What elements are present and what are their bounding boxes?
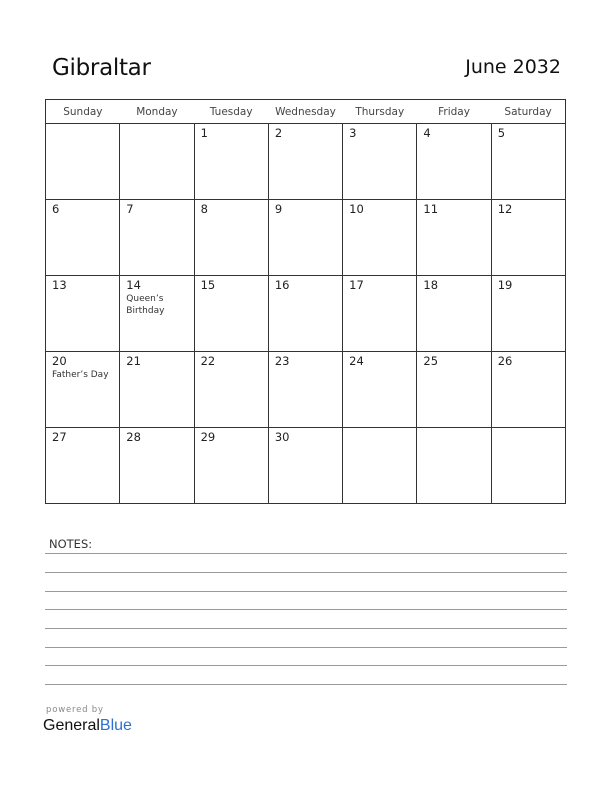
calendar-day-cell xyxy=(343,200,417,276)
brand-general: General xyxy=(43,717,100,734)
day-number: 11 xyxy=(423,202,439,216)
calendar-day-cell xyxy=(417,428,491,504)
day-number: 10 xyxy=(349,202,364,216)
day-number: 29 xyxy=(200,430,216,444)
calendar-month-year: June 2032 xyxy=(465,56,561,78)
calendar-day-cell xyxy=(194,428,268,504)
day-number: 21 xyxy=(126,354,141,368)
weekday-header: Monday xyxy=(120,100,194,124)
day-number: 16 xyxy=(274,278,290,292)
weekday-header: Wednesday xyxy=(268,100,342,124)
calendar-body xyxy=(46,124,566,504)
calendar-day-cell xyxy=(491,428,565,504)
notes-line xyxy=(45,609,567,610)
weekday-header: Thursday xyxy=(343,100,417,124)
notes-line xyxy=(45,647,567,648)
day-number: 14 xyxy=(126,278,141,292)
calendar-day-cell xyxy=(120,428,194,504)
day-number: 24 xyxy=(349,354,364,368)
weekday-header: Tuesday xyxy=(194,100,268,124)
day-number: 9 xyxy=(274,202,283,216)
weekday-header-row xyxy=(46,100,566,124)
notes-line xyxy=(45,665,567,666)
calendar-day-cell xyxy=(268,428,342,504)
calendar-day-cell xyxy=(268,276,342,352)
calendar-day-cell xyxy=(194,276,268,352)
day-number: 3 xyxy=(349,126,357,140)
calendar-day-cell xyxy=(343,124,417,200)
notes-line xyxy=(45,591,567,592)
day-number: 27 xyxy=(52,430,67,444)
calendar-day-cell xyxy=(417,352,491,428)
calendar-day-cell xyxy=(491,200,565,276)
day-number: 18 xyxy=(423,278,439,292)
calendar-day-cell xyxy=(46,352,120,428)
notes-line xyxy=(45,684,567,685)
calendar-day-cell xyxy=(417,276,491,352)
calendar-day-cell xyxy=(343,276,417,352)
day-number: 20 xyxy=(52,354,67,368)
notes-line xyxy=(45,572,567,573)
calendar-week-row xyxy=(46,200,566,276)
day-number: 30 xyxy=(274,430,290,444)
calendar-day-cell xyxy=(120,124,194,200)
day-number: 8 xyxy=(200,202,208,216)
day-number: 22 xyxy=(200,354,216,368)
calendar-week-row xyxy=(46,124,566,200)
calendar-day-cell xyxy=(46,124,120,200)
day-number: 4 xyxy=(423,126,431,140)
calendar-day-cell xyxy=(46,200,120,276)
calendar-day-cell xyxy=(417,200,491,276)
day-number: 1 xyxy=(200,126,208,140)
calendar-week-row xyxy=(46,276,566,352)
day-number: 7 xyxy=(126,202,134,216)
day-number: 12 xyxy=(497,202,513,216)
calendar-week-row xyxy=(46,428,566,504)
generalblue-logo xyxy=(43,717,132,735)
calendar-day-cell xyxy=(120,352,194,428)
calendar-day-cell xyxy=(491,352,565,428)
holiday-label: Father’s Day xyxy=(52,370,109,380)
day-number: 5 xyxy=(497,126,506,140)
calendar-week-row xyxy=(46,352,566,428)
calendar-day-cell xyxy=(46,428,120,504)
calendar-location-title: Gibraltar xyxy=(52,55,151,81)
calendar-day-cell xyxy=(194,124,268,200)
day-number: 15 xyxy=(200,278,216,292)
day-number: 17 xyxy=(349,278,364,292)
day-number: 23 xyxy=(274,354,290,368)
weekday-header: Saturday xyxy=(491,100,565,124)
notes-line xyxy=(45,628,567,629)
calendar-day-cell xyxy=(46,276,120,352)
calendar-day-cell xyxy=(343,428,417,504)
calendar-day-cell xyxy=(491,276,565,352)
calendar-grid xyxy=(45,99,566,504)
day-number: 2 xyxy=(274,126,283,140)
calendar-day-cell xyxy=(194,200,268,276)
calendar-day-cell xyxy=(268,200,342,276)
day-number: 26 xyxy=(497,354,513,368)
weekday-header: Sunday xyxy=(46,100,120,124)
calendar-day-cell xyxy=(417,124,491,200)
calendar-day-cell xyxy=(268,124,342,200)
day-number: 6 xyxy=(52,202,60,216)
calendar-day-cell xyxy=(268,352,342,428)
day-number: 25 xyxy=(423,354,439,368)
brand-blue: Blue xyxy=(99,717,132,734)
holiday-label: Queen’s Birthday xyxy=(126,294,165,316)
notes-label: NOTES: xyxy=(49,537,93,551)
day-number: 13 xyxy=(52,278,67,292)
calendar-day-cell xyxy=(343,352,417,428)
day-number: 28 xyxy=(126,430,141,444)
day-number: 19 xyxy=(497,278,513,292)
calendar-day-cell xyxy=(491,124,565,200)
powered-by-text: powered by xyxy=(46,705,104,715)
calendar-day-cell xyxy=(194,352,268,428)
calendar-day-cell xyxy=(120,200,194,276)
notes-line xyxy=(45,553,567,554)
calendar-day-cell xyxy=(120,276,194,352)
weekday-header: Friday xyxy=(417,100,491,124)
